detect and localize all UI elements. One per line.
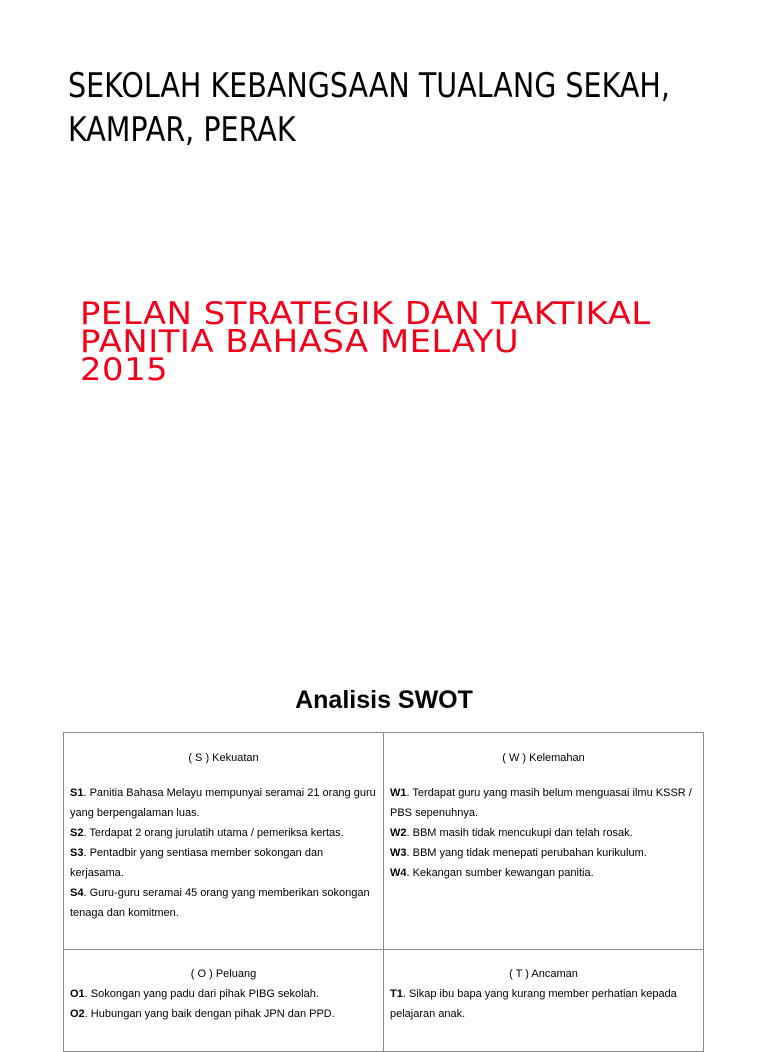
opportunities-heading: ( O ) Peluang [190, 968, 257, 980]
school-title-line2: KAMPAR, PERAK [68, 110, 296, 150]
item-text: . Sikap ibu bapa yang kurang member perhatian kepada pelajaran anak. [390, 988, 677, 1020]
list-item [390, 783, 697, 823]
item-text: . BBM masih tidak mencukupi dan telah rosak. [406, 827, 633, 839]
item-code: S3 [70, 847, 84, 859]
item-code: W4 [390, 867, 407, 879]
list-item [70, 783, 377, 823]
swot-title: Analisis SWOT [295, 686, 473, 714]
opportunities-cell [64, 950, 384, 1052]
item-text: . Hubungan yang baik dengan pihak JPN dan PPD. [84, 1008, 335, 1020]
school-title [68, 64, 670, 152]
school-title-line1: SEKOLAH KEBANGSAAN TUALANG SEKAH, [68, 66, 670, 106]
list-item [390, 863, 697, 883]
item-code: S4 [70, 887, 84, 899]
strengths-cell [64, 733, 384, 950]
item-code: O1 [70, 988, 85, 1000]
item-code: W2 [390, 827, 407, 839]
threats-heading: ( T ) Ancaman [509, 968, 578, 980]
item-text: . Terdapat guru yang masih belum menguasai ilmu KSSR / PBS sepenuhnya. [390, 787, 692, 819]
list-item [390, 843, 697, 863]
item-text: . Panitia Bahasa Melayu mempunyai seramai 21 orang guru yang berpengalaman luas. [70, 787, 376, 819]
weaknesses-heading: ( W ) Kelemahan [502, 752, 585, 764]
item-code: T1 [390, 988, 403, 1000]
item-text: . Sokongan yang padu dari pihak PIBG sekolah. [84, 988, 319, 1000]
list-item [70, 984, 377, 1004]
list-item [70, 843, 377, 883]
item-code: S2 [70, 827, 84, 839]
list-item [390, 984, 697, 1024]
list-item [70, 823, 377, 843]
item-text: . Terdapat 2 orang jurulatih utama / pemeriksa kertas. [83, 827, 344, 839]
list-item [70, 883, 377, 923]
threats-cell [384, 950, 704, 1052]
item-code: S1 [70, 787, 84, 799]
strengths-heading: ( S ) Kekuatan [188, 752, 259, 764]
item-code: W3 [390, 847, 407, 859]
plan-title [80, 296, 768, 388]
item-text: . BBM yang tidak menepati perubahan kurikulum. [406, 847, 647, 859]
list-item [70, 1004, 377, 1024]
swot-row [64, 733, 704, 950]
swot-row [64, 950, 704, 1052]
item-code: O2 [70, 1008, 85, 1020]
plan-title-line3: 2015 [80, 352, 169, 388]
item-text: . Kekangan sumber kewangan panitia. [406, 867, 594, 879]
plan-title-line2: PANITIA BAHASA MELAYU [80, 324, 520, 360]
item-text: . Pentadbir yang sentiasa member sokongan dan kerjasama. [70, 847, 324, 879]
weaknesses-cell [384, 733, 704, 950]
plan-title-line1: PELAN STRATEGIK DAN TAKTIKAL [80, 296, 651, 332]
swot-table [63, 732, 704, 1052]
item-text: . Guru-guru seramai 45 orang yang memberikan sokongan tenaga dan komitmen. [70, 887, 370, 919]
item-code: W1 [390, 787, 407, 799]
list-item [390, 823, 697, 843]
